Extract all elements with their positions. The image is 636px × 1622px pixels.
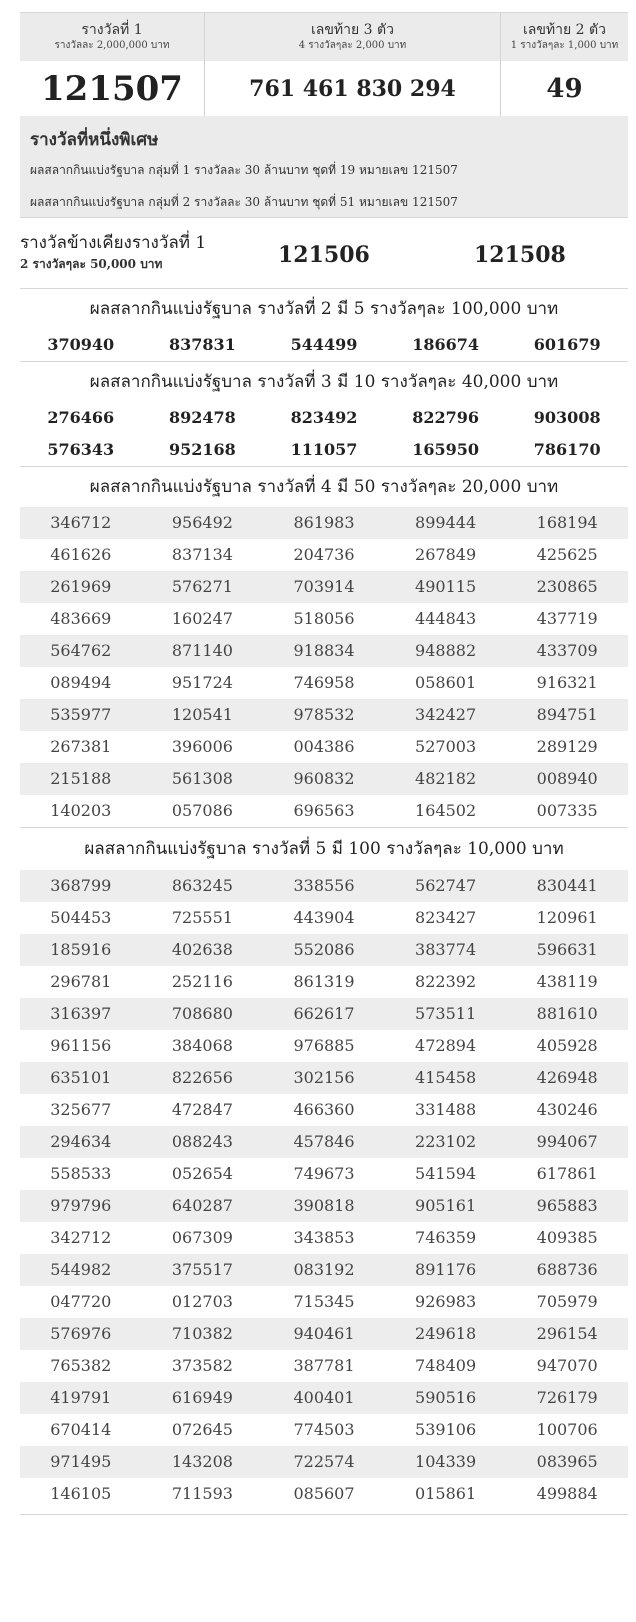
prize-number: 952168 xyxy=(168,440,236,459)
prize-number: 861319 xyxy=(293,972,355,991)
prize-number: 961156 xyxy=(50,1036,112,1055)
last-three-cell xyxy=(205,13,501,116)
prize-number: 223102 xyxy=(415,1132,477,1151)
number-row xyxy=(20,1222,628,1254)
prize-number: 342427 xyxy=(415,705,477,724)
number-row xyxy=(20,934,628,966)
adjacent-prize-title: รางวัลข้างเคียงรางวัลที่ 1 xyxy=(20,233,207,253)
last-three-amount: 4 รางวัลๆละ 2,000 บาท xyxy=(298,40,407,51)
prize-number: 590516 xyxy=(415,1388,477,1407)
prize-number: 823427 xyxy=(415,908,477,927)
prize-number: 703914 xyxy=(293,577,355,596)
number-row xyxy=(20,763,628,795)
prize-number: 822796 xyxy=(412,408,479,427)
prize-number: 012703 xyxy=(171,1292,233,1311)
number-row xyxy=(20,434,628,466)
number-row xyxy=(20,603,628,635)
number-row xyxy=(20,1446,628,1478)
prize-number: 186674 xyxy=(412,335,479,354)
prize-number: 861983 xyxy=(293,513,355,532)
prize-number: 008940 xyxy=(536,769,598,788)
prize-number: 891176 xyxy=(415,1260,477,1279)
prize-number: 504453 xyxy=(50,908,112,927)
prize-number: 276466 xyxy=(47,408,115,427)
prize-number: 662617 xyxy=(293,1004,355,1023)
prize-number: 726179 xyxy=(536,1388,598,1407)
prize-number: 402638 xyxy=(171,940,233,959)
section-title: ผลสลากกินแบ่งรัฐบาล รางวัลที่ 4 มี 50 รางวัลๆละ 20,000 บาท xyxy=(89,477,559,497)
prize-number: 617861 xyxy=(536,1164,598,1183)
number-row xyxy=(20,1478,628,1510)
prize-number: 405928 xyxy=(536,1036,598,1055)
number-row xyxy=(20,571,628,603)
special-first-prize xyxy=(20,116,628,218)
prize-number: 004386 xyxy=(293,737,355,756)
prize-number: 892478 xyxy=(168,408,236,427)
prize-number: 261969 xyxy=(50,577,112,596)
prize-number: 894751 xyxy=(536,705,598,724)
prize-number: 120541 xyxy=(171,705,233,724)
prize-number: 296781 xyxy=(50,972,112,991)
number-row xyxy=(20,507,628,539)
prize-number: 164502 xyxy=(415,801,477,820)
prize-number: 576343 xyxy=(47,440,115,459)
prize-number: 881610 xyxy=(536,1004,598,1023)
prize-number: 903008 xyxy=(533,408,601,427)
prize-number: 960832 xyxy=(293,769,355,788)
prize-number: 140203 xyxy=(50,801,112,820)
number-row xyxy=(20,1094,628,1126)
prize-number: 670414 xyxy=(50,1420,112,1439)
prize-number: 415458 xyxy=(415,1068,477,1087)
adjacent-number: 121508 xyxy=(474,242,566,268)
prize-number: 899444 xyxy=(415,513,477,532)
prize-number: 576976 xyxy=(50,1324,112,1343)
prize-number: 527003 xyxy=(415,737,477,756)
prize-number: 979796 xyxy=(50,1196,112,1215)
prize-number: 711593 xyxy=(171,1484,233,1503)
first-prize-cell xyxy=(20,13,205,116)
prize-number: 596631 xyxy=(536,940,598,959)
special-prize-line: ผลสลากกินแบ่งรัฐบาล กลุ่มที่ 1 รางวัลละ 30 ล้านบาท ชุดที่ 19 หมายเลข 121507 xyxy=(30,163,458,177)
prize-number: 457846 xyxy=(293,1132,355,1151)
prize-number: 576271 xyxy=(171,577,233,596)
number-row xyxy=(20,795,628,827)
prize-number: 746359 xyxy=(415,1228,477,1247)
prize-number: 425625 xyxy=(536,545,598,564)
prize-number: 722574 xyxy=(293,1452,355,1471)
prize-number: 994067 xyxy=(536,1132,598,1151)
prize-number: 343853 xyxy=(293,1228,355,1247)
prize-number: 544982 xyxy=(50,1260,112,1279)
number-rows xyxy=(20,870,628,1514)
prize-number: 837134 xyxy=(171,545,233,564)
number-row xyxy=(20,1158,628,1190)
prize-number: 007335 xyxy=(536,801,598,820)
prize-number: 088243 xyxy=(171,1132,233,1151)
prize-number: 918834 xyxy=(293,641,355,660)
prize-number: 905161 xyxy=(415,1196,477,1215)
prize-number: 390818 xyxy=(293,1196,355,1215)
prize-number: 267849 xyxy=(415,545,477,564)
last-three-title: เลขท้าย 3 ตัว xyxy=(311,22,394,38)
prize-number: 057086 xyxy=(171,801,233,820)
prize-number: 165950 xyxy=(412,440,479,459)
prize-number: 052654 xyxy=(171,1164,233,1183)
special-prize-title: รางวัลที่หนึ่งพิเศษ xyxy=(30,130,159,150)
number-row xyxy=(20,902,628,934)
first-prize-header xyxy=(20,13,204,61)
prize-number: 438119 xyxy=(536,972,598,991)
prize-number: 518056 xyxy=(293,609,355,628)
prize-number: 561308 xyxy=(171,769,233,788)
prize-number: 830441 xyxy=(536,876,598,895)
prize-number: 863245 xyxy=(171,876,233,895)
prize-number: 104339 xyxy=(415,1452,477,1471)
number-row xyxy=(20,1062,628,1094)
prize-number: 443904 xyxy=(293,908,355,927)
prize-number: 822392 xyxy=(415,972,477,991)
adjacent-prize-label xyxy=(20,233,206,272)
prize-number: 387781 xyxy=(293,1356,355,1375)
prize-number: 296154 xyxy=(536,1324,598,1343)
prize-number: 325677 xyxy=(50,1100,112,1119)
prize-number: 072645 xyxy=(171,1420,233,1439)
prize-number: 146105 xyxy=(50,1484,112,1503)
prize-number: 204736 xyxy=(293,545,355,564)
prize-number: 541594 xyxy=(415,1164,477,1183)
prize-number: 708680 xyxy=(171,1004,233,1023)
prize-number: 837831 xyxy=(168,335,236,354)
prize-number: 710382 xyxy=(171,1324,233,1343)
prize-number: 230865 xyxy=(536,577,598,596)
number-row xyxy=(20,1350,628,1382)
prize-number: 100706 xyxy=(536,1420,598,1439)
prize-number: 426948 xyxy=(536,1068,598,1087)
prize-number: 383774 xyxy=(415,940,477,959)
prize-number: 786170 xyxy=(533,440,601,459)
prize-number: 430246 xyxy=(536,1100,598,1119)
prize-number: 765382 xyxy=(50,1356,112,1375)
prize-number: 552086 xyxy=(293,940,355,959)
last-three-header xyxy=(205,13,500,61)
prize-section-4 xyxy=(20,467,628,828)
number-row xyxy=(20,731,628,763)
prize-number: 490115 xyxy=(415,577,477,596)
prize-number: 976885 xyxy=(293,1036,355,1055)
prize-number: 705979 xyxy=(536,1292,598,1311)
prize-number: 601679 xyxy=(533,335,601,354)
prize-number: 160247 xyxy=(171,609,233,628)
prize-number: 267381 xyxy=(50,737,112,756)
prize-number: 466360 xyxy=(293,1100,355,1119)
prize-number: 483669 xyxy=(50,609,112,628)
top-prizes xyxy=(20,12,628,116)
number-row xyxy=(20,870,628,902)
prize-number: 461626 xyxy=(50,545,112,564)
first-prize-title: รางวัลที่ 1 xyxy=(81,22,143,38)
prize-section-5 xyxy=(20,828,628,1515)
prize-number: 535977 xyxy=(50,705,112,724)
last-two-amount: 1 รางวัลๆละ 1,000 บาท xyxy=(510,40,619,51)
prize-number: 400401 xyxy=(293,1388,355,1407)
prize-number: 916321 xyxy=(536,673,598,692)
last-two-cell xyxy=(501,13,628,116)
prize-number: 015861 xyxy=(415,1484,477,1503)
number-row xyxy=(20,1030,628,1062)
prize-number: 640287 xyxy=(171,1196,233,1215)
last-three-numbers: 761 461 830 294 xyxy=(205,61,500,116)
section-title: ผลสลากกินแบ่งรัฐบาล รางวัลที่ 2 มี 5 รางวัลๆละ 100,000 บาท xyxy=(89,299,559,319)
number-row xyxy=(20,539,628,571)
prize-number: 316397 xyxy=(50,1004,112,1023)
prize-number: 748409 xyxy=(415,1356,477,1375)
prize-number: 715345 xyxy=(293,1292,355,1311)
last-two-number: 49 xyxy=(501,61,628,116)
prize-number: 185916 xyxy=(50,940,112,959)
prize-number: 089494 xyxy=(50,673,112,692)
prize-number: 215188 xyxy=(50,769,112,788)
prize-number: 058601 xyxy=(415,673,477,692)
number-row xyxy=(20,1254,628,1286)
prize-number: 696563 xyxy=(293,801,355,820)
prize-number: 978532 xyxy=(293,705,355,724)
section-title: ผลสลากกินแบ่งรัฐบาล รางวัลที่ 3 มี 10 รางวัลๆละ 40,000 บาท xyxy=(89,372,559,392)
prize-number: 558533 xyxy=(50,1164,112,1183)
prize-number: 338556 xyxy=(293,876,355,895)
prize-number: 083965 xyxy=(536,1452,598,1471)
prize-number: 725551 xyxy=(171,908,233,927)
prize-number: 373582 xyxy=(171,1356,233,1375)
prize-number: 047720 xyxy=(50,1292,112,1311)
prize-number: 926983 xyxy=(415,1292,477,1311)
number-row xyxy=(20,667,628,699)
prize-number: 635101 xyxy=(50,1068,112,1087)
prize-number: 482182 xyxy=(415,769,477,788)
prize-number: 302156 xyxy=(293,1068,355,1087)
prize-number: 294634 xyxy=(50,1132,112,1151)
prize-number: 688736 xyxy=(536,1260,598,1279)
prize-number: 419791 xyxy=(50,1388,112,1407)
prize-number: 444843 xyxy=(415,609,477,628)
prize-number: 085607 xyxy=(293,1484,355,1503)
number-row xyxy=(20,635,628,667)
number-row xyxy=(20,1286,628,1318)
prize-number: 067309 xyxy=(171,1228,233,1247)
number-row xyxy=(20,998,628,1030)
prize-number: 384068 xyxy=(171,1036,233,1055)
number-row xyxy=(20,1382,628,1414)
number-rows xyxy=(20,329,628,361)
prize-number: 409385 xyxy=(536,1228,598,1247)
number-row xyxy=(20,329,628,361)
prize-number: 472894 xyxy=(415,1036,477,1055)
prize-number: 368799 xyxy=(50,876,112,895)
prize-number: 342712 xyxy=(50,1228,112,1247)
number-rows xyxy=(20,507,628,827)
lottery-results xyxy=(20,12,628,1515)
prize-number: 965883 xyxy=(536,1196,598,1215)
prize-number: 823492 xyxy=(290,408,358,427)
number-row xyxy=(20,1190,628,1222)
first-prize-number: 121507 xyxy=(20,61,204,116)
prize-number: 871140 xyxy=(171,641,233,660)
prize-number: 437719 xyxy=(536,609,598,628)
prize-number: 947070 xyxy=(536,1356,598,1375)
prize-number: 562747 xyxy=(415,876,477,895)
prize-number: 346712 xyxy=(50,513,112,532)
prize-number: 375517 xyxy=(171,1260,233,1279)
prize-number: 370940 xyxy=(47,335,115,354)
adjacent-number: 121506 xyxy=(278,242,370,268)
prize-number: 539106 xyxy=(415,1420,477,1439)
prize-number: 971495 xyxy=(50,1452,112,1471)
prize-number: 544499 xyxy=(290,335,358,354)
prize-number: 616949 xyxy=(171,1388,233,1407)
number-row xyxy=(20,1318,628,1350)
prize-number: 143208 xyxy=(171,1452,233,1471)
prize-number: 168194 xyxy=(536,513,598,532)
number-row xyxy=(20,699,628,731)
last-two-header xyxy=(501,13,628,61)
prize-number: 396006 xyxy=(171,737,233,756)
adjacent-prize-amount: 2 รางวัลๆละ 50,000 บาท xyxy=(20,257,163,271)
prize-number: 749673 xyxy=(293,1164,355,1183)
prize-number: 083192 xyxy=(293,1260,355,1279)
number-row xyxy=(20,966,628,998)
prize-number: 120961 xyxy=(536,908,598,927)
prize-number: 573511 xyxy=(415,1004,477,1023)
first-prize-amount: รางวัลละ 2,000,000 บาท xyxy=(54,40,170,51)
number-row xyxy=(20,1414,628,1446)
special-prize-line: ผลสลากกินแบ่งรัฐบาล กลุ่มที่ 2 รางวัลละ 30 ล้านบาท ชุดที่ 51 หมายเลข 121507 xyxy=(30,195,458,209)
prize-number: 951724 xyxy=(171,673,233,692)
prize-sections xyxy=(20,289,628,1515)
prize-number: 111057 xyxy=(290,440,358,459)
number-rows xyxy=(20,402,628,466)
prize-number: 956492 xyxy=(171,513,233,532)
prize-number: 940461 xyxy=(293,1324,355,1343)
adjacent-prize xyxy=(20,218,628,289)
prize-number: 433709 xyxy=(536,641,598,660)
prize-number: 774503 xyxy=(293,1420,355,1439)
prize-number: 499884 xyxy=(536,1484,598,1503)
prize-section-2 xyxy=(20,289,628,362)
prize-number: 746958 xyxy=(293,673,355,692)
prize-number: 948882 xyxy=(415,641,477,660)
prize-number: 252116 xyxy=(171,972,233,991)
prize-number: 564762 xyxy=(50,641,112,660)
prize-number: 249618 xyxy=(415,1324,477,1343)
prize-section-3 xyxy=(20,362,628,467)
prize-number: 331488 xyxy=(415,1100,477,1119)
last-two-title: เลขท้าย 2 ตัว xyxy=(523,22,606,38)
section-title: ผลสลากกินแบ่งรัฐบาล รางวัลที่ 5 มี 100 รางวัลๆละ 10,000 บาท xyxy=(84,839,564,859)
prize-number: 822656 xyxy=(171,1068,233,1087)
prize-number: 289129 xyxy=(536,737,598,756)
number-row xyxy=(20,1126,628,1158)
prize-number: 472847 xyxy=(171,1100,233,1119)
number-row xyxy=(20,402,628,434)
